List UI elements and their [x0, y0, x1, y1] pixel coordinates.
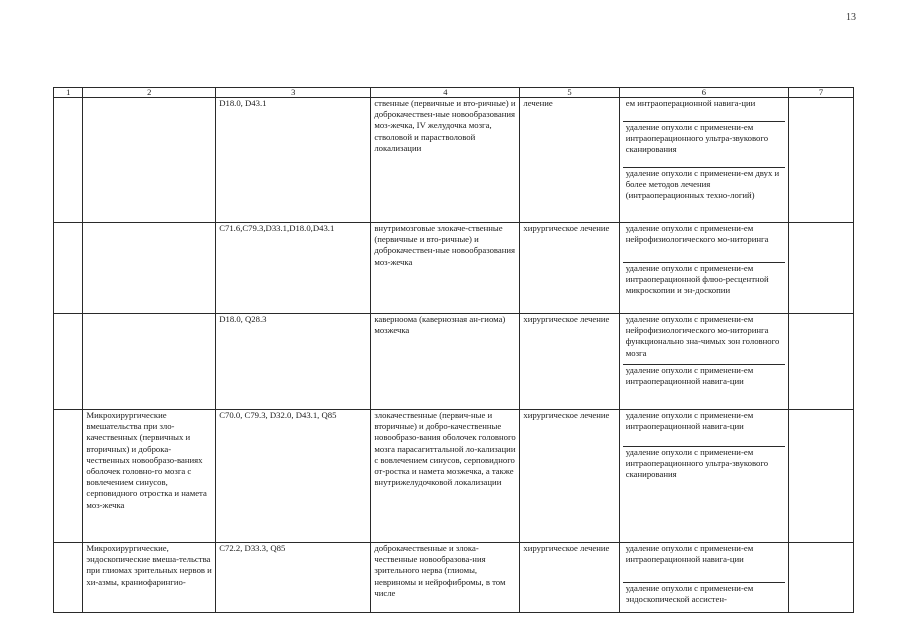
cell-patient-model: внутримозговые злокаче-ственные (первичные и вто-ричные) и доброкачествен-ные новообразования моз-жечка [371, 223, 520, 314]
column-header: 2 [83, 88, 216, 98]
method-item: ем интраоперационной навига-ции [623, 98, 785, 122]
cell-patient-model: ственные (первичные и вто-ричные) и доброкачествен-ные новообразования моз-жечка, IV желудочка мозга, стволовой и парастволовой локализации [371, 98, 520, 223]
column-header: 4 [371, 88, 520, 98]
cell-treatment-type: лечение [520, 98, 619, 223]
cell-methods [619, 223, 788, 314]
method-item: удаление опухоли с применени-ем интраоперационной навига-ции [623, 543, 785, 583]
cell-patient-model: доброкачественные и злока-чественные новообразова-ния зрительного нерва (глиомы, невриномы и нейрофибромы, в том числе [371, 543, 520, 613]
cell-standard [789, 543, 854, 613]
table-row [54, 223, 854, 314]
cell-codes: D18.0, Q28.3 [216, 314, 371, 410]
method-item: удаление опухоли с применени-ем эндоскопической ассистен- [625, 583, 754, 605]
cell-standard [789, 314, 854, 410]
cell-intervention [83, 98, 216, 223]
column-header: 5 [520, 88, 619, 98]
table-row [54, 543, 854, 613]
cell-standard [789, 223, 854, 314]
cell-methods [619, 98, 788, 223]
cell-codes: C71.6,C79.3,D33.1,D18.0,D43.1 [216, 223, 371, 314]
cell-patient-model: злокачественные (первич-ные и вторичные) и добро-качественные новообразо-вания оболочек головного мозга парасагиттальной ло-кализации с вовлечением синусов, серповидного от-ростка и намета мозжечка, а также внутрижелудочковой локализации [371, 410, 520, 543]
column-header: 3 [216, 88, 371, 98]
cell-intervention [83, 314, 216, 410]
method-item: удаление опухоли с применени-ем интраоперационного ультра-звукового сканирования [623, 122, 785, 168]
column-number-row [54, 88, 854, 98]
method-item: удаление опухоли с применени-ем интраоперационной навига-ции [623, 410, 785, 447]
cell-codes: C70.0, C79.3, D32.0, D43.1, Q85 [216, 410, 371, 543]
cell-treatment-type: хирургическое лечение [520, 223, 619, 314]
column-header: 1 [54, 88, 83, 98]
column-header: 7 [789, 88, 854, 98]
table-row [54, 314, 854, 410]
cell-standard [789, 410, 854, 543]
method-item: удаление опухоли с применени-ем интраоперационного ультра-звукового сканирования [625, 447, 769, 480]
cell-intervention: Микрохирургические вмешательства при зло-качественных (первичных и вторичных) и доброка-чественных новообразо-ваниях оболочек головно-го мозга с вовлечением синусов, серповидного отростка и намета моз-жечка [83, 410, 216, 543]
cell-treatment-type: хирургическое лечение [520, 543, 619, 613]
cell-methods [619, 410, 788, 543]
cell-number [54, 98, 83, 223]
method-item: удаление опухоли с применени-ем нейрофизиологического мо-ниторинга [623, 223, 785, 263]
cell-patient-model: каверноома (кавернозная ан-гиома) мозжечка [371, 314, 520, 410]
cell-intervention: Микрохирургические, эндоскопические вмеша-тельства при глиомах зрительных нервов и хи-азмы, краниофарингио- [83, 543, 216, 613]
medical-care-table [53, 87, 854, 613]
cell-methods [619, 314, 788, 410]
table-row [54, 98, 854, 223]
cell-intervention [83, 223, 216, 314]
cell-codes: C72.2, D33.3, Q85 [216, 543, 371, 613]
page-number: 13 [846, 12, 856, 23]
cell-number [54, 223, 83, 314]
cell-codes: D18.0, D43.1 [216, 98, 371, 223]
cell-standard [789, 98, 854, 223]
table-row [54, 410, 854, 543]
method-item: удаление опухоли с применени-ем двух и более методов лечения (интраоперационных техно-логий) [625, 168, 780, 201]
method-item: удаление опухоли с применени-ем нейрофизиологического мо-ниторинга функционально зна-чимых зон головного мозга [623, 314, 785, 365]
method-item: удаление опухоли с применени-ем интраоперационной навига-ции [625, 365, 754, 387]
column-header: 6 [619, 88, 788, 98]
cell-methods [619, 543, 788, 613]
method-item: удаление опухоли с применени-ем интраоперационной флюо-ресцентной микроскопии и эн-доскопии [625, 263, 769, 296]
cell-number [54, 543, 83, 613]
cell-number [54, 410, 83, 543]
cell-treatment-type: хирургическое лечение [520, 314, 619, 410]
cell-treatment-type: хирургическое лечение [520, 410, 619, 543]
cell-number [54, 314, 83, 410]
